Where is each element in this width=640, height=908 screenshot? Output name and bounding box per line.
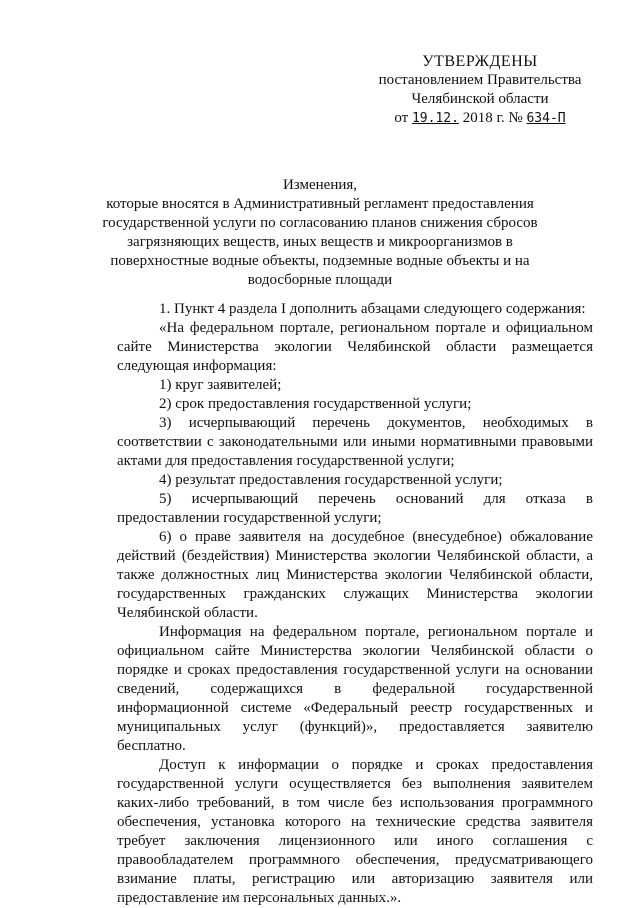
approval-stamp-block (360, 52, 600, 128)
list-item: 1) круг заявителей; (159, 377, 282, 393)
paragraph: 1. Пункт 4 раздела I дополнить абзацами следующего содержания: (159, 301, 586, 317)
approval-title: УТВЕРЖДЕНЫ (422, 53, 538, 70)
approval-line-2: Челябинской области (411, 91, 549, 107)
list-item: 2) срок предоставления государственной услуги; (159, 396, 472, 412)
handwritten-date: 19.12. (411, 111, 459, 126)
paragraph: «На федеральном портале, региональном портале и официальном сайте Министерства экологии Челябинской области размещается следующая информация: (117, 320, 593, 374)
date-prefix: от (394, 110, 409, 126)
document-heading (80, 176, 560, 290)
date-year: 2018 г. № (462, 110, 523, 126)
approval-line-1: постановлением Правительства (378, 72, 582, 88)
heading-subtitle: которые вносятся в Административный регламент предоставления государственной услуги по согласованию планов снижения сбросов загрязняющих веществ, иных веществ и микроорганизмов в поверхностные водные объекты, подземные водные объекты и на водосборные площади (102, 196, 538, 288)
handwritten-number: 634-П (526, 111, 566, 126)
footer-divider (118, 896, 388, 898)
list-item: 3) исчерпывающий перечень документов, необходимых в соответствии с законодательными или иными нормативными правовыми актами для предоставления государственной услуги; (117, 415, 593, 469)
paragraph: Доступ к информации о порядке и сроках предоставления государственной услуги осуществляется без выполнения заявителем каких-либо требований, в том числе без использования программного обеспечения, установка которого на технические средства заявителя требует заключения лицензионного или иного соглашения с правообладателем программного обеспечения, предусматривающего взимание платы, регистрацию или авторизацию заявителя или предоставление им персональных данных.». (117, 757, 593, 906)
list-item: 5) исчерпывающий перечень оснований для отказа в предоставлении государственной услуги; (117, 491, 593, 526)
approval-date-line (360, 109, 600, 128)
list-item: 4) результат предоставления государственной услуги; (159, 472, 503, 488)
heading-title: Изменения, (282, 177, 358, 193)
paragraph: Информация на федеральном портале, региональном портале и официальном сайте Министерства экологии Челябинской области о порядке и сроках предоставления государственной услуги на основании сведений, содержащихся в федеральной государственной информационной системе «Федеральный реестр государственных и муниципальных услуг (функций)», предоставляется заявителю бесплатно. (117, 624, 593, 754)
document-body (117, 300, 593, 908)
list-item: 6) о праве заявителя на досудебное (внесудебное) обжалование действий (бездействия) Министерства экологии Челябинской области, а также должностных лиц Министерства экологии Челябинской области, государственных гражданских служащих Министерства экологии Челябинской области. (117, 529, 593, 621)
